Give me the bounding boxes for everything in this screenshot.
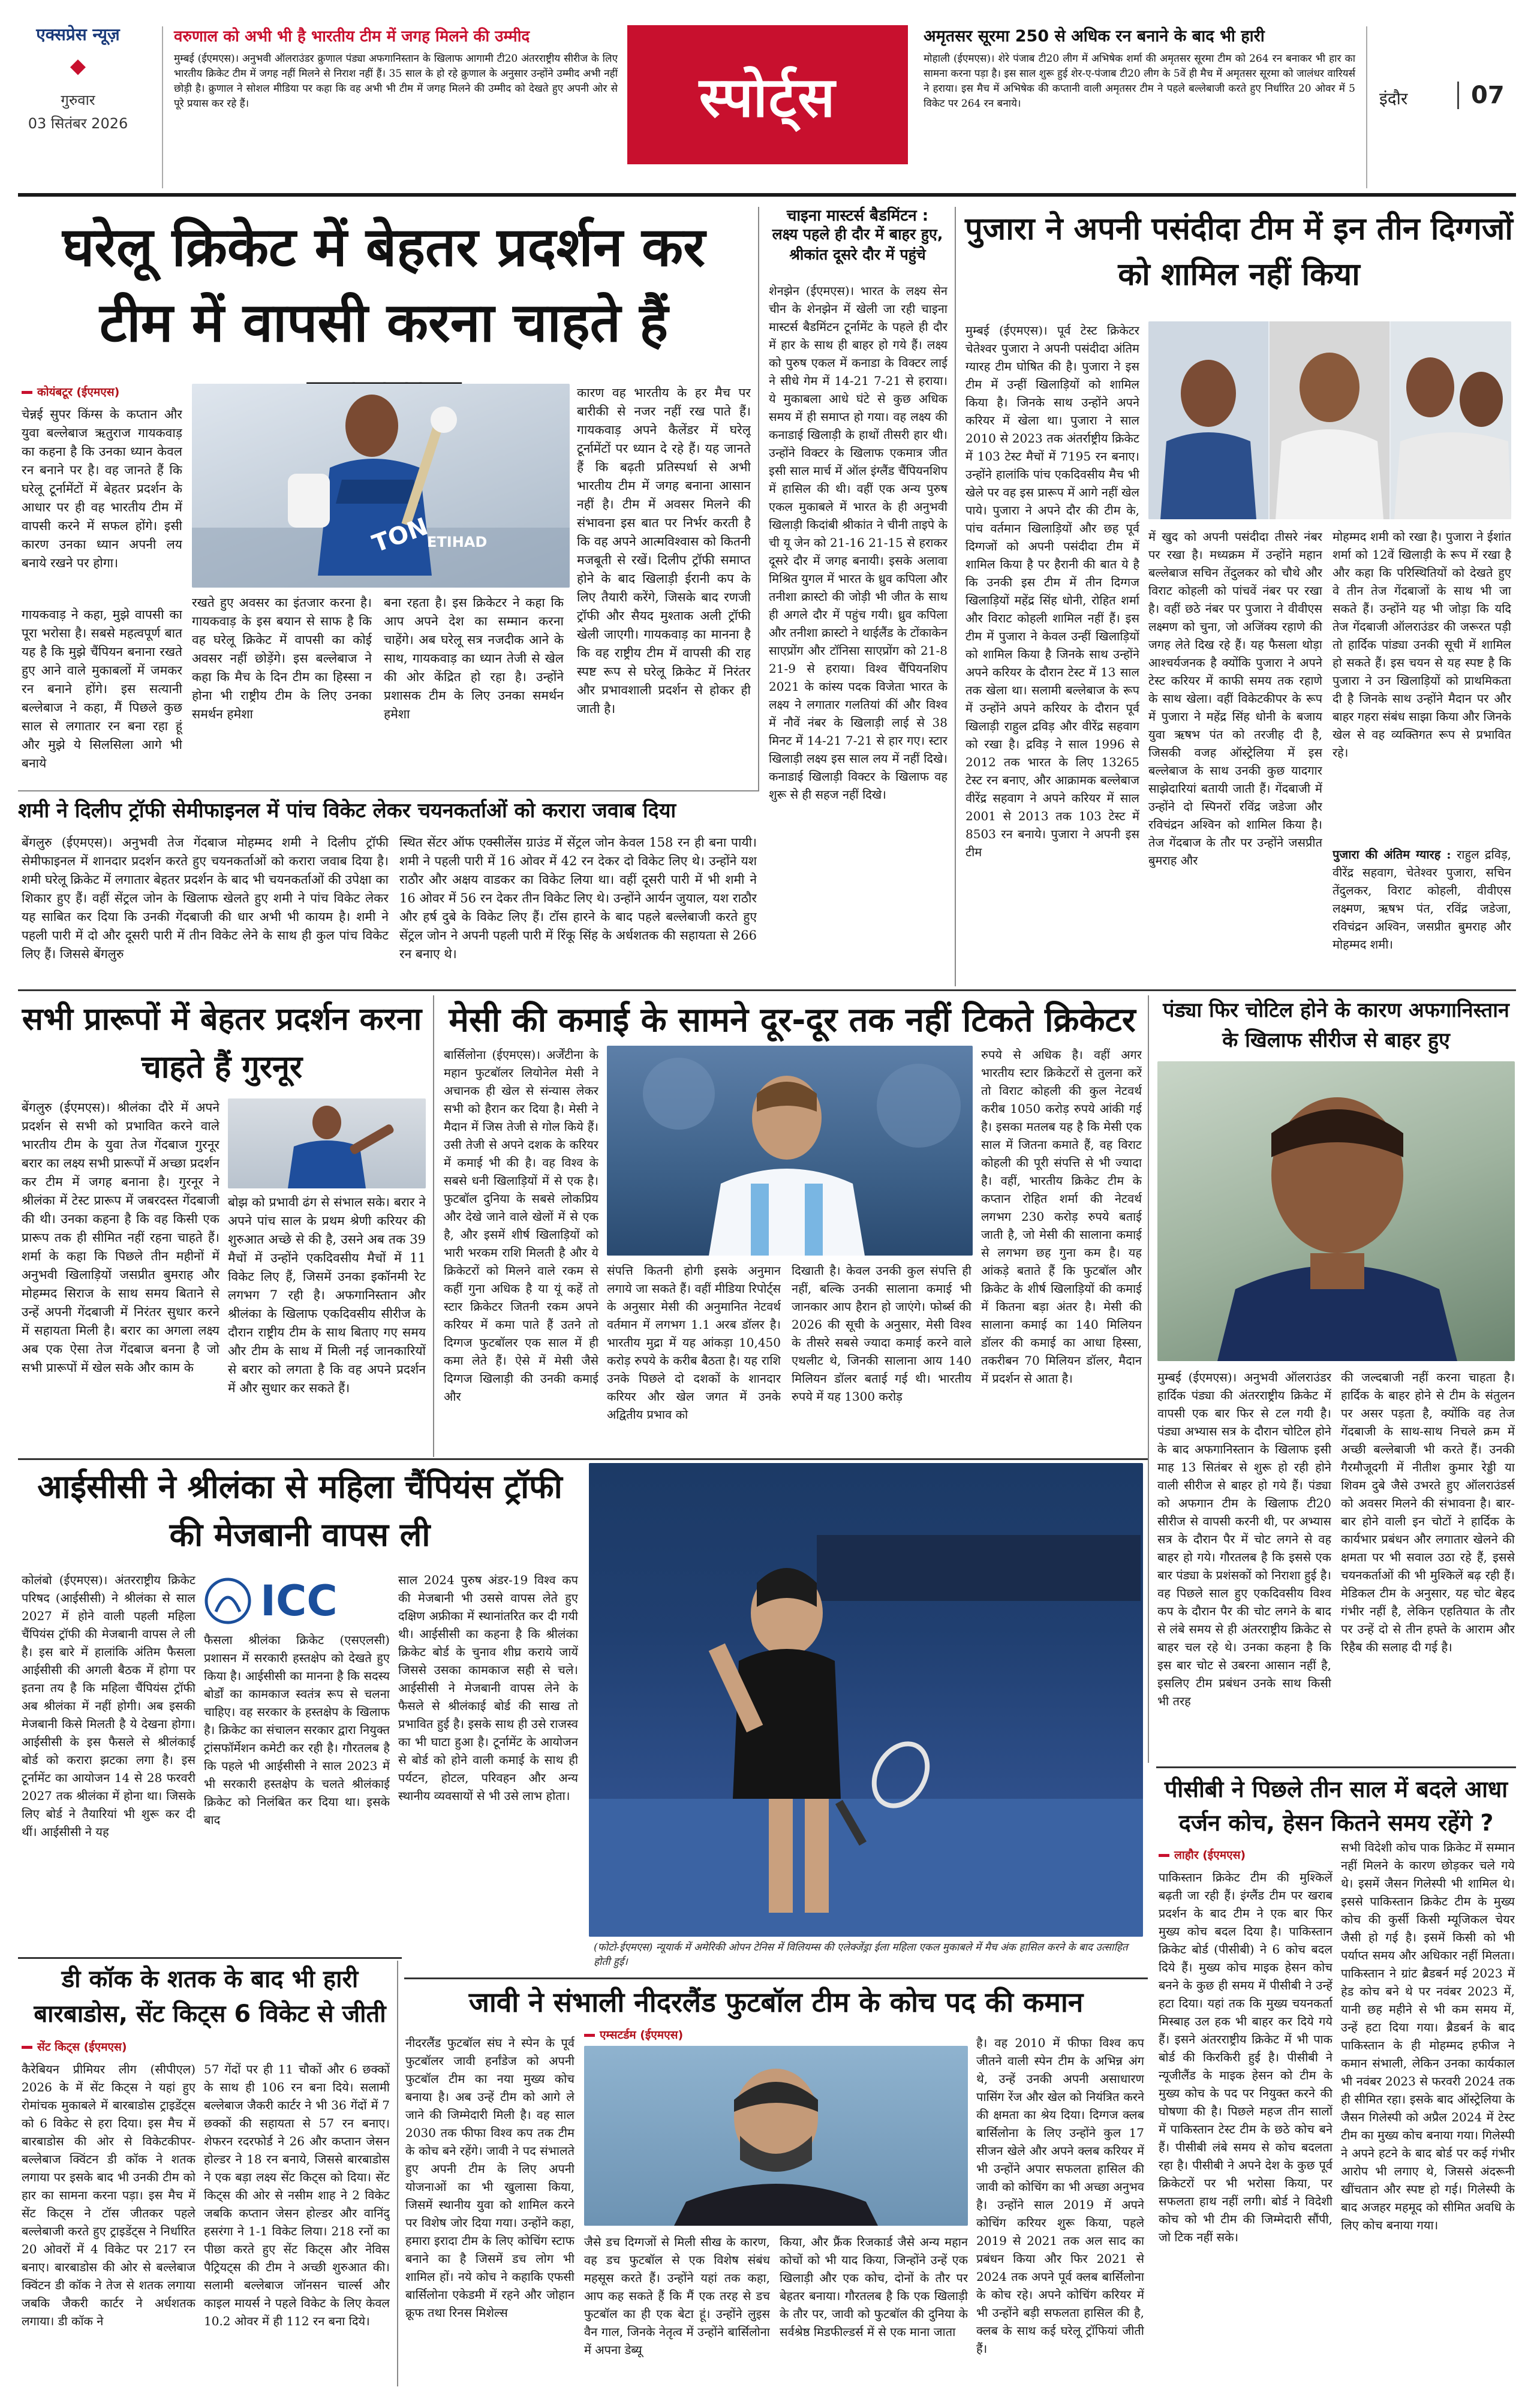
xavi-col4: है। वह 2010 में फीफा विश्व कप जीतने वाली स्पेन टीम के अभिन्न अंग थे, उन्हें उनकी अपनी असाधारण पासिंग रेंज और खेल को नियंत्रित करने की क्षमता का श्रेय दिया। दिग्गज क्लब बार्सिलोना के लिए उन्होंने कुल 17 सीजन खेले और अपने क्लब करियर में भी उन्होंने अपार सफलता हासिल की जावी को कोचिंग का भी अच्छा अनुभव है। उन्होंने साल 2019 में अपने कोचिंग करियर शुरू किया, पहले 2019 से 2021 तक अल साद का प्रबंधन किया और फिर 2021 से 2024 तक अपने पूर्व क्लब बार्सिलोना के कोच रहे। अपने कोचिंग करियर में भी उन्होंने बड़ी सफलता हासिल की है, क्लब के साथ कई घरेलू ट्रॉफियां जीती हैं। <box>976 2036 1144 2356</box>
xavi-col3: किया, और फ्रैंक रिजकार्ड जैसे अन्य महान कोचों को भी याद किया, जिन्होंने उन्हें एक खिलाड़ी और एक कोच, दोनों के तौर पर बेहतर बनाया। गौरतलब है कि एक खिलाड़ी के तौर पर, जावी को फुटबॉल की दुनिया के सर्वश्रेष्ठ मिडफील्डर्स में से एक माना जाता <box>780 2235 968 2339</box>
xavi-col2: जैसे डच दिग्गजों से मिली सीख के कारण, वह डच फुटबॉल से एक विशेष संबंध महसूस करते हैं। उन्होंने यहां तक कहा, आप कह सकते हैं कि मैं एक तरह से डच फुटबॉल का ही एक बेटा हूं। उन्होंने लुइस वैन गाल, जिनके नेतृत्व में उन्होंने बार्सिलोना में अपना डेब्यू <box>584 2235 770 2357</box>
ruturaj-sponsor-text: ETIHAD <box>427 534 488 550</box>
xavi-col1: नीदरलैंड फुटबॉल संघ ने स्पेन के पूर्व फुटबॉलर जावी हर्नांडेज को अपनी फुटबॉल टीम का नया मुख्य कोच बनाया है। अब उन्हें टीम को आगे ले जाने की जिम्मेदारी मिली है। वह साल 2030 तक फीफा विश्व कप तक टीम के कोच बने रहेंगे। जावी ने पद संभालते हुए अपनी टीम के लिए अपनी योजनाओं का भी खुलासा किया, जिसमें स्थानीय युवा को शामिल करने पर विशेष जोर दिया गया। उन्होंने कहा, हमारा इरादा टीम के लिए कोचिंग स्टाफ बनाने का है जिसमें डच लोग भी शामिल हों। नये कोच ने कहाकि एफसी बार्सिलोना एकेडमी में रहने और जोहान क्रूफ तथा रिनस मिशेल्स <box>405 2036 575 2320</box>
pcb-col2: सभी विदेशी कोच पाक क्रिकेट में सम्मान नहीं मिलने के कारण छोड़कर चले गये थे। इसमें जैसन गिलेस्पी भी शामिल थे। इससे पाकिस्तान क्रिकेट टीम के मुख्य कोच की कुर्सी किसी म्यूजिकल चेयर जैसी हो गई है। इसमें किसी को भी पर्याप्त समय और अधिकार नहीं मिलता। पाकिस्तान ने ग्रांट ब्रैडबर्न मई 2023 में हेड कोच बने थे पर नवंबर 2023 में, यानी छह महीने से भी कम समय में, उन्हें हटा दिया गया। ब्रैडबर्न के बाद पाकिस्तान के ही मोहम्मद हफीज ने कमान संभाली, लेकिन उनका कार्यकाल भी नवंबर 2023 से फरवरी 2024 तक ही सीमित रहा। इसके बाद ऑस्ट्रेलिया के जैसन गिलेस्पी को अप्रैल 2024 में टेस्ट टीम का मुख्य कोच बनाया गया। गिलेस्पी ने अपने हटने के बाद बोर्ड पर कई गंभीर आरोप भी लगाए थे, जिससे अंदरूनी खींचतान और स्पष्ट हो गई। गिलेस्पी के बाद अजहर महमूद को सीमित अवधि के लिए कोच बनाया गया। <box>1341 1840 1515 2232</box>
teaser-left-body: मुम्बई (ईएमएस)। अनुभवी ऑलराउंडर क्रुणाल पंड्या अफगानिस्तान के खिलाफ आगामी टी20 अंतरराष्ट्रीय सीरीज के लिए भारतीय क्रिकेट टीम में जगह नहीं मिलने से निराश नहीं हैं। 35 साल के हो रहे क्रुणाल के अनुसार उन्होंने उम्मीद अभी नहीं छोड़ी है। क्रुणाल ने सोशल मीडिया पर कहा कि वह अभी भी टीम में जगह मिलने की उम्मीद को देखते हुए अपनी ओर से पूरे प्रयास कर रहे हैं। <box>174 53 618 110</box>
pujara-final-list: राहुल द्रविड़, वीरेंद्र सहवाग, चेतेश्वर पुजारा, सचिन तेंदुलकर, विराट कोहली, वीवीएस लक्ष्मण, ऋषभ पंत, रविंद्र जडेजा, रविचंद्रन अश्विन, जसप्रीत बुमराह और मोहम्मद शमी। <box>1333 847 1511 952</box>
h-rule-mid1 <box>18 989 1516 991</box>
icc-col3: साल 2024 पुरुष अंडर-19 विश्व कप की मेजबानी भी उससे वापस लेते हुए दक्षिण अफ्रीका में स्थानांतरित कर दी गयी थी। आईसीसी का कहना है कि श्रीलंका क्रिकेट बोर्ड के चुनाव शीघ्र कराये जायें जिससे उसका कामकाज सही से चले। आईसीसी ने मेजबानी वापस लेने के फैसले से श्रीलंकाई बोर्ड की साख तो प्रभावित हुई है। इसके साथ ही उसे राजस्व का भी घाटा हुआ है। टूर्नामेंट के आयोजन से बोर्ड को होने वाली कमाई के साथ ही पर्यटन, होटल, परिवहन और अन्य स्थानीय व्यवसायों से भी उसे लाभ होता। <box>398 1573 578 1803</box>
messi-headline: मेसी की कमाई के सामने दूर-दूर तक नहीं टिकते क्रिकेटर <box>449 1001 1136 1040</box>
pujara-col1: मुम्बई (ईएमएस)। पूर्व टेस्ट क्रिकेटर चेतेश्वर पुजारा ने अपनी पसंदीदा अंतिम ग्यारह टीम घोषित की है। पुजारा ने इस टीम में उन्हीं खिलाड़ियों को शामिल किया है। जिनके साथ उन्होंने अपने करियर में खेला था। पुजारा ने साल 2010 से 2023 तक अंतर्राष्ट्रीय क्रिकेट में 103 टेस्ट मैचों में 7195 रन बनाए। उन्होंने हालांकि पांच एकदिवसीय मैच भी खेले पर वह इस प्रारूप में आगे नहीं खेल पाये। पुजारा ने अपने दौर की टीम के, पांच वर्तमान खिलाड़ियों और छह पूर्व दिग्गजों को अपनी पसंदीदा टीम में शामिल किया है पर हैरानी की बात ये है कि उनकी इस टीम में तीन दिग्गज खिलाड़ियों महेंद्र सिंह धोनी, रोहित शर्मा और विराट कोहली शामिल नहीं हैं। इस टीम में पुजारा ने केवल उन्हीं खिलाड़ियों को शामिल किया है जिनके साथ उन्होंने अपने करियर के दौरान टेस्ट में 13 साल तक खेला था। सलामी बल्लेबाज के रूप में उन्होंने अपने करियर के दौरान पूर्व खिलाड़ी राहुल द्रविड़ और वीरेंद्र सहवाग को रखा है। द्रविड़ ने साल 1996 से 2012 तक भारत के लिए 13265 टेस्ट रन बनाए, और आक्रामक बल्लेबाज वीरेंद्र सहवाग ने अपने करियर में साल 2001 से 2013 तक 103 टेस्ट में 8503 रन बनाये। पुजारा ने अपनी इस टीम <box>965 323 1139 859</box>
ruturaj-col4: कारण वह भारतीय के हर मैच पर बारीकी से नजर नहीं रख पाते हैं। गायकवाड़ अपने कैलेंडर में घरेलू टूर्नामेंटों पर ध्यान दे रहे हैं। यह जानते हैं कि बढ़ती प्रतिस्पर्धा से अभी भारतीय टीम में जगह बनाना आसान नहीं है। टीम में अवसर मिलने की संभावना इस बात पर निर्भर करती है कि वह अपने आत्मविश्वास को कितनी मजबूती से रखें। दिलीप ट्रॉफी समाप्त होने के बाद खिलाड़ी ईरानी कप के लिए तैयारी करेंगे, जिसके बाद रणजी ट्रॉफी और सैयद मुश्ताक अली ट्रॉफी खेली जाएगी। गायकवाड़ का मानना है कि वह राष्ट्रीय टीम में वापसी की राह स्पष्ट रूप से घरेलू क्रिकेट में निरंतर और प्रभावशाली प्रदर्शन से होकर ही जाती है। <box>577 386 751 716</box>
pujara-final-label: पुजारा की अंतिम ग्यारह : <box>1333 847 1451 862</box>
icc-headline: आईसीसी ने श्रीलंका से महिला चैंपियंस ट्रॉफी की मेजबानी वापस ली <box>37 1468 563 1554</box>
footballer-figure-icon <box>607 1046 973 1256</box>
section-title: स्पोर्ट्स <box>699 65 837 130</box>
pujara-headline: पुजारा ने अपनी पसंदीदा टीम में इन तीन दिग्गजों को शामिल नहीं किया <box>965 211 1513 293</box>
icc-logo <box>204 1574 390 1628</box>
pcb-headline: पीसीबी ने पिछले तीन साल में बदले आधा दर्जन कोच, हेसन कितने समय रहेंगे ? <box>1164 1776 1508 1836</box>
three-players-icon <box>1148 321 1511 519</box>
ruturaj-jersey-text: TON <box>368 513 432 558</box>
hardik-photo <box>1157 1061 1515 1361</box>
pcb-col1: पाकिस्तान क्रिकेट टीम की मुश्किलें बढ़ती जा रही हैं। इंग्लैंड टीम पर खराब प्रदर्शन के बाद टीम ने एक बार फिर मुख्य कोच बदल दिया है। पाकिस्तान क्रिकेट बोर्ड (पीसीबी) ने 6 कोच बदल दिये हैं। मुख्य कोच माइक हेसन कोच बनने के कुछ ही समय में पीसीबी ने उन्हें हटा दिया। यहां तक कि मुख्य चयनकर्ता मिस्बाह उल हक भी बाहर कर दिये गये हैं। इसने अंतरराष्ट्रीय क्रिकेट में भी पाक बोर्ड की किरकिरी हुई है। पीसीबी ने न्यूजीलैंड के माइक हेसन को टीम के मुख्य कोच के पद पर नियुक्त करने की घोषणा की है। पिछले महज तीन सालों में पाकिस्तान टेस्ट टीम के छठे कोच बने हैं। पीसीबी लंबे समय से कोच बदलता रहा है। पीसीबी ने अपने देश के कुछ पूर्व क्रिकेटरों पर भी भरोसा किया, पर सफलता हाथ नहीं लगी। बोर्ड ने विदेशी कोच को भी टीम की जिम्मेदारी सौंपी, जो टिक नहीं सके। <box>1159 1870 1333 2244</box>
masthead <box>0 0 1534 198</box>
masthead-divider <box>18 193 1516 197</box>
decock-byline: सेंट किट्स (ईएमएस) <box>22 2039 127 2054</box>
v-rule-3 <box>433 995 434 1457</box>
ruturaj-col1-rest: गायकवाड़ ने कहा, मुझे वापसी का पूरा भरोसा है। सबसे महत्वपूर्ण बात यह है कि मुझे चैंपियन बनाना रखते हुए आने वाले मुकाबलों में जमकर रन बनाने होंगे। इस सत्यानी बल्लेबाज ने कहा, मैं पिछले कुछ साल से लगातार रन बना रहा हूं और मुझे ये सिलसिला आगे भी बनाये <box>22 607 182 770</box>
teaser-left-title: वरुणाल को अभी भी है भारतीय टीम में जगह मिलने की उम्मीद <box>174 28 530 46</box>
brand-box <box>24 23 132 173</box>
page-number: 07 <box>1457 82 1505 109</box>
shami-headline: शमी ने दिलीप ट्रॉफी सेमीफाइनल में पांच विकेट लेकर चयनकर्ताओं को करारा जवाब दिया <box>18 799 676 823</box>
teaser-left <box>162 26 618 188</box>
gurnoor-photo <box>228 1098 426 1188</box>
h-rule-decock <box>18 1957 402 1959</box>
pujara-col2: में खुद को अपनी पसंदीदा तीसरे नंबर पर रखा है। मध्यक्रम में उन्होंने महान बल्लेबाज सचिन तेंदुलकर को चौथे और विराट कोहली को पांचवें नंबर पर रखा है। वहीं छठे नंबर पर पुजारा ने वीवीएस लक्ष्मण को चुना, जो अजिंक्य रहाणे की जगह लेते दिख रहे हैं। यह फैसला थोड़ा आश्चर्यजनक है क्योंकि पुजारा ने अपने टेस्ट करियर में काफी समय तक रहाणे के साथ खेला। वहीं विकेटकीपर के रूप में पुजारा ने महेंद्र सिंह धोनी के बजाय युवा ऋषभ पंत को तरजीह दी है, जिसकी वजह ऑस्ट्रेलिया में इस बल्लेबाज के साथ उनकी कुछ यादगार साझेदारियां बतायी जाती हैं। गेंदबाजी में उन्होंने दो स्पिनरों रविंद्र जडेजा और रविचंद्रन अश्विन को शामिल किया है। तेज गेंदबाज के तौर पर उन्होंने जसप्रीत बुमराह और <box>1148 529 1322 868</box>
china-body: शेनझेन (ईएमएस)। भारत के लक्ष्य सेन चीन के शेनझेन में खेली जा रही चाइना मास्टर्स बैडमिंटन टूर्नामेंट के पहले ही दौर में हार के साथ ही बाहर हो गये हैं। लक्ष्य को पुरुष एकल में कनाडा के विक्टर लाई ने सीधे गेम में 14-21 7-21 से हराया। ये मुकाबला आधे घंटे से कुछ अधिक समय में ही समाप्त हो गया। वह लक्ष्य की कनाडाई खिलाड़ी के हाथों तीसरी हार थी। उन्होंने विक्टर के खिलाफ एकमात्र जीत इसी साल मार्च में ऑल इंग्लैंड चैंपियनशिप में हासिल की थी। वहीं एक अन्य पुरुष एकल मुकाबले में भारत के ही अनुभवी खिलाड़ी किदांबी श्रीकांत ने चीनी ताइपे के ची यू जेन को 21-16 21-15 से हराकर दूसरे दौर में जगह बनायी। इसके अलावा मिश्रित युगल में भारत के ध्रुव कपिला और तनीशा क्रास्टो की जोड़ी भी जीत के साथ ही अगले दौर में पहुंच गयी। ध्रुव कपिला और तनीशा क्रास्टो ने थाईलैंड के टोंकाकेन साएप्रोंग और टॉनिसा साएप्रोंग को 21-8 21-9 से हराया। विश्व चैंपियनशिप 2021 के कांस्य पदक विजेता भारत के लक्ष्य ने लगातार गलतियां कीं और विश्व में नौवें नंबर के खिलाड़ी लाई से 38 मिनट में 14-21 7-21 से हार गए। स्टार खिलाड़ी लक्ष्य इस साल लय में नहीं दिखे। कनाडाई खिलाड़ी विक्टर के खिलाफ वह शुरू से ही सहज नहीं दिखे। <box>769 284 948 802</box>
xavi-byline: एम्सटर्डम (ईएमएस) <box>584 2027 683 2042</box>
decock-headline: डी कॉक के शतक के बाद भी हारी बारबाडोस, सेंट किट्स 6 विकेट से जीती <box>34 1965 386 2028</box>
tennis-player-icon <box>589 1463 1143 1937</box>
messi-col4: रुपये से अधिक है। वहीं अगर भारतीय स्टार क्रिकेटरों से तुलना करें तो विराट कोहली की कुल नेटवर्थ करीब 1050 करोड़ रुपये आंकी गई है। इसका मतलब यह है कि मेसी एक साल में जितना कमाते हैं, वह विराट कोहली की पूरी संपत्ति से भी ज्यादा है। वहीं, भारतीय क्रिकेट टीम के कप्तान रोहित शर्मा की नेटवर्थ लगभग 230 करोड़ रुपये बताई जाती है, जो मेसी की सालाना कमाई से लगभग छह गुना कम है। यह आंकड़े बताते हैं कि फुटबॉल और क्रिकेट के शीर्ष खिलाड़ियों की कमाई में कितना बड़ा अंतर है। मेसी की सालाना कमाई का 140 मिलियन डॉलर की कमाई का आधा हिस्सा, तकरीबन 70 मिलियन डॉलर, मैदान में प्रदर्शन से आता है। <box>981 1048 1142 1386</box>
shami-col1: बेंगलुरु (ईएमएस)। अनुभवी तेज गेंदबाज मोहम्मद शमी ने दिलीप ट्रॉफी सेमीफाइनल में शानदार प्रदर्शन करते हुए चयनकर्ताओं को करारा जवाब दिया है। शमी घरेलू क्रिकेट में लगातार बेहतर प्रदर्शन के बाद भी चयनकर्ताओं की उपेक्षा का शिकार हुए हैं। वहीं सेंट्रल जोन के खिलाफ खेलते हुए शमी ने पांच विकेट लेकर यह साबित कर दिया कि उनकी गेंदबाजी की धार अभी भी कायम है। शमी ने पहली पारी में दो और दूसरी पारी में तीन विकेट लेने के साथ ही कुल पांच विकेट लिए हैं। जिससे बेंगलुरु <box>22 835 389 961</box>
pujara-col3: मोहम्मद शमी को रखा है। पुजारा ने ईशांत शर्मा को 12वें खिलाड़ी के रूप में रखा है और कहा कि परिस्थितियों को देखते हुए वे तीन तेज गेंदबाजों के साथ भी जा सकते हैं। उन्होंने यह भी जोड़ा कि यदि तेज गेंदबाजी ऑलराउंडर की जरूरत पड़ी तो हार्दिक पांड्या उनकी सूची में शामिल हो सकते हैं। इस चयन से यह स्पष्ट है कि पुजारा ने उन खिलाड़ियों को प्राथमिकता दी है जिनके साथ उन्होंने मैदान पर और बाहर गहरा संबंध साझा किया और जिनके खेल से वह व्यक्तिगत रूप से प्रभावित रहे। <box>1333 529 1511 760</box>
masthead-city: इंदौर <box>1379 89 1408 109</box>
ruturaj-lead: चेन्नई सुपर किंग्स के कप्तान और युवा बल्लेबाज ऋतुराज गायकवाड़ का कहना है कि उनका ध्यान केवल रन बनाने पर है। वह जानते हैं कि घरेलू टूर्नामेंटों में बेहतर प्रदर्शन के आधार पर ही वह भारतीय टीम में वापसी करने में सफल होंगे। इसी कारण उनका ध्यान अपनी लय बनाये रखने पर होगा। <box>22 407 182 570</box>
v-rule-4 <box>1148 995 1149 1763</box>
teaser-right-title: अमृतसर सूरमा 250 से अधिक रन बनाने के बाद भी हारी <box>924 27 1265 46</box>
teaser-right <box>924 26 1367 188</box>
section-box <box>627 25 908 164</box>
decock-col1: कैरेबियन प्रीमियर लीग (सीपीएल) 2026 के में सेंट किट्स ने यहां हुए रोमांचक मुकाबले में बारबाडोस ट्राइडेंट्स को 6 विकेट से हरा दिया। इस मैच में बारबाडोस की ओर से विकेटकीपर-बल्लेबाज क्विंटन डी कॉक ने शतक लगाया पर इसके बाद भी उनकी टीम को हार का सामना करना पड़ा। इस मैच में सेंट किट्स ने टॉस जीतकर पहले बल्लेबाजी करते हुए ट्राइडेंट्स ने निर्धारित 20 ओवरों में 4 विकेट पर 217 रन बनाए। बारबाडोस की ओर से बल्लेबाज क्विंटन डी कॉक ने तेज से शतक लगाया जबकि जैकरी कार्टर ने अर्धशतक लगाया। डी कॉक ने <box>22 2062 195 2328</box>
icc-col2: फैसला श्रीलंका क्रिकेट (एसएलसी) प्रशासन में सरकारी हस्तक्षेप को देखते हुए किया है। आईसीसी का मानना है कि सदस्य बोर्डों का कामकाज स्वतंत्र रूप से चलना चाहिए। वह सरकार के हस्तक्षेप के खिलाफ है। क्रिकेट का संचालन सरकार द्वारा नियुक्त ट्रांसफॉर्मेशन कमेटी कर रही है। गौरतलब है कि पहले भी आईसीसी ने साल 2023 में भी सरकारी हस्तक्षेप के चलते श्रीलंकाई क्रिकेट को निलंबित कर दिया था। इसके बाद <box>204 1633 390 1827</box>
china-kicker: चाइना मास्टर्स बैडमिंटन : <box>786 207 929 225</box>
player-portrait-icon <box>1157 1061 1515 1361</box>
ruturaj-byline: कोयंबटूर (ईएमएस) <box>22 384 119 399</box>
masthead-day: गुरुवार <box>61 92 95 109</box>
gurnoor-col1: बेंगलुरु (ईएमएस)। श्रीलंका दौरे में अपने प्रदर्शन से सभी को प्रभावित करने वाले भारतीय टीम के युवा तेज गेंदबाज गुरनूर बरार का लक्ष्य सभी प्रारूपों में अच्छा प्रदर्शन कर टीम में जगह बनाना है। गुरनूर ने श्रीलंका में टेस्ट प्रारूप में जबरदस्त गेंदबाजी की थी। उनका कहना है कि वह किसी एक प्रारूप तक ही सीमित नहीं रहना चाहते हैं। शर्मा के कहा कि पिछले तीन महीनों में अनुभवी खिलाड़ियों जसप्रीत बुमराह और मोहम्मद सिराज के साथ समय बिताने से उन्हें अपनी गेंदबाजी में निरंतर सुधार करने में सहायता मिली है। बरार का अगला लक्ष्य अब एक ऐसा तेज गेंदबाज बनना है जो सभी प्रारूपों में खेल सके और काम के <box>22 1100 219 1375</box>
coach-portrait-icon <box>584 2046 968 2226</box>
pujara-photo-strip <box>1148 321 1511 519</box>
china-headline: लक्ष्य पहले ही दौर में बाहर हुए, श्रीकांत दूसरे दौर में पहुंचे <box>772 225 943 263</box>
bowler-figure-icon <box>228 1098 426 1188</box>
ruturaj-photo <box>192 384 570 588</box>
h-rule-shami <box>18 790 759 791</box>
ruturaj-col3: बना रहता है। इस क्रिकेटर ने कहा कि आप अपने देश का सम्मान करना चाहेंगे। अब घरेलू सत्र नजदीक आने के साथ, गायकवाड़ का ध्यान तेजी से खेल की ओर केंद्रित हो रहा है। उन्होंने प्रशासक टीम के लिए उनका समर्थन हमेशा <box>384 595 564 721</box>
xavi-photo <box>584 2046 968 2226</box>
tennis-photo <box>589 1463 1143 1937</box>
h-rule-pcb <box>1156 1766 1516 1768</box>
masthead-date: 03 सितंबर 2026 <box>28 115 128 132</box>
messi-col1: बार्सिलोना (ईएमएस)। अर्जेंटीना के महान फुटबॉलर लियोनेल मेसी ने अचानक ही खेल से संन्यास लेकर सभी को हैरान कर दिया है। मेसी ने मैदान में जिस तेजी से गोल किये हैं। उसी तेजी से अपने दशक के करियर में कमाई भी की है। वह विश्व के सबसे धनी खिलाड़ियों में से एक है। फुटबॉल दुनिया के सबसे लोकप्रिय और देखे जाने वाले खेलों में से एक है, और इसमें शीर्ष खिलाड़ियों को भारी भरकम राशि मिलती है और ये क्रिकेटरों को मिलने वाले रकम से कहीं गुना अधिक है या यूं कहें तो स्टार क्रिकेटर जितनी रकम अपने करियर में कमा पाते हैं उतने तो दिग्गज फुटबॉलर एक साल में ही कमा लेते हैं। ऐसे में मेसी जैसे दिग्गज खिलाड़ी की उनकी कमाई और <box>444 1048 598 1404</box>
hardik-col1: मुम्बई (ईएमएस)। अनुभवी ऑलराउंडर हार्दिक पंड्या की अंतरराष्ट्रीय क्रिकेट में वापसी एक बार फिर से टल गयी है। पंड्या अभ्यास सत्र के दौरान चोटिल होने के बाद अफगानिस्तान के खिलाफ इसी माह 13 सितंबर से शुरू हो रही होने वाली सीरीज से बाहर हो गये हैं। पंड्या को अफगान टीम के खिलाफ टी20 सीरीज से वापसी करनी थी, पर अभ्यास सत्र के दौरान पैर में चोट लगने से वह बाहर हो गये। गौरतलब है कि इससे एक बार पंड्या के प्रशंसकों को निराशा हुई है। वह पिछले साल हुए एकदिवसीय विश्व कप के दौरान पैर की चोट लगने के बाद से लंबे समय से ही अंतरराष्ट्रीय क्रिकेट से बाहर चल रहे थे। उनका कहना है कि इस बार चोट से उबरना आसान नहीं है, इसलिए टीम प्रबंधन उनके साथ किसी भी तरह <box>1157 1370 1331 1708</box>
brand-mark-icon: ◆ <box>70 54 86 78</box>
v-rule-1 <box>758 207 759 791</box>
messi-photo <box>607 1046 973 1256</box>
pujara-final <box>1333 845 1511 963</box>
icc-logo-icon <box>204 1577 252 1625</box>
brand-name: एक्सप्रेस न्यूज़ <box>36 25 120 44</box>
tennis-photo-caption: (फोटो-ईएमएस) न्यूयार्क में अमेरिकी ओपन टेनिस में विलियम्स की एलेक्जेंड्रा ईला महिला एकल मुकाबले में मैच अंक हासिल करने के बाद उत्साहित होती हुई। <box>594 1942 1128 1968</box>
h-rule-xavi <box>404 1977 1148 1979</box>
teaser-right-body: मोहाली (ईएमएस)। शेरे पंजाब टी20 लीग में अभिषेक शर्मा की अमृतसर सूरमा टीम को 264 रन बनाकर भी हार का सामना करना पड़ा है। इस साल शुरू हुई शेर-ए-पंजाब टी20 लीग के 5वें ही मैच में अमृतसर सूरमा को जालंधर वारियर्स ने हराया। इस मैच में अभिषेक की कप्तानी वाली अमृतसर टीम ने पहले बल्लेबाजी करते हुए निर्धारित 20 ओवर में 5 विकेट पर 264 रन बनाये। <box>924 53 1355 110</box>
decock-col2: 57 गेंदों पर ही 11 चौकों और 6 छक्कों के साथ ही 106 रन बना दिये। सलामी बल्लेबाज जैकरी कार्टर ने भी 36 गेंदों में 7 छक्कों की सहायता से 57 रन बनाए। शेफरन रदरफोर्ड ने 26 और कप्तान जेसन होल्डर ने 18 रन बनाये, जिससे बारबाडोस ने एक बड़ा लक्ष्य सेंट किट्स को दिया। सेंट किट्स की ओर से नसीम शाह ने 2 विकेट जबकि कप्तान जेसन होल्डर और वानिंदु हसरंगा ने 1-1 विकेट लिया। 218 रनों का पीछा करते हुए सेंट किट्स और नेविस पैट्रियट्स की टीम ने अच्छी शुरुआत की। सलामी बल्लेबाज जॉनसन चार्ल्स और काइल मायर्स ने पहले विकेट के लिए केवल 10.2 ओवर में ही 112 रन बना दिये। <box>204 2062 390 2328</box>
hardik-headline: पंड्या फिर चोटिल होने के कारण अफगानिस्तान के खिलाफ सीरीज से बाहर हुए <box>1163 998 1509 1052</box>
icc-col1: कोलंबो (ईएमएस)। अंतरराष्ट्रीय क्रिकेट परिषद (आईसीसी) ने श्रीलंका से साल 2027 में होने वाली पहली महिला चैंपियंस ट्रॉफी की मेजबानी वापस ले ली है। इस बारे में हालांकि अंतिम फैसला आईसीसी की अगली बैठक में होगा पर इतना तय है कि महिला चैंपियंस ट्रॉफी अब श्रीलंका में नहीं होगी। अब इसकी मेजबानी किसे मिलती है ये देखना होगा। आईसीसी के इस फैसले से श्रीलंकाई बोर्ड को करारा झटका लगा है। इस टूर्नामेंट का आयोजन 14 से 28 फरवरी 2027 तक श्रीलंका में होना था। जिसके लिए बोर्ड ने तैयारियां भी शुरू कर दी थीं। आईसीसी ने यह <box>22 1573 195 1839</box>
messi-col3: दिखाती है। केवल उनकी कुल संपत्ति ही नहीं, बल्कि उनकी सालाना कमाई भी जानकार आप हैरान हो जाएंगे। फोर्ब्स की 2026 की सूची के अनुसार, मेसी विश्व के तीसरे सबसे ज्यादा कमाई करने वाले एथलीट थे, जिनकी सालाना आय 140 मिलियन डॉलर बताई गई थी। भारतीय रुपये में यह 1300 करोड़ <box>792 1263 971 1404</box>
gurnoor-col2: बोझ को प्रभावी ढंग से संभाल सके। बरार ने अपने पांच साल के प्रथम श्रेणी करियर की शुरुआत अच्छे से की है, उसने अब तक 39 मैचों में उन्होंने एकदिवसीय मैचों में 11 विकेट लिए हैं, जिसमें उनका इकॉनमी रेट लगभग 7 रही है। अफगानिस्तान और श्रीलंका के खिलाफ एकदिवसीय सीरीज के दौरान राष्ट्रीय टीम के साथ बिताए गए समय और टीम के साथ में मिली नई जानकारियों से बरार को लगता है कि वह अपने प्रदर्शन में और सुधार कर सकते हैं। <box>228 1195 426 1395</box>
shami-col2: स्थित सेंटर ऑफ एक्सीलेंस ग्राउंड में सेंट्रल जोन केवल 158 रन ही बना पायी। शमी ने पहली पारी में 16 ओवर में 42 रन देकर दो विकेट लिए थे। उन्होंने यश राठौर और अक्षय वाडकर का विकेट लिया था। वहीं दूसरी पारी में भी शमी ने 16 ओवर में 56 रन देकर तीन विकेट लिए थे। उन्होंने आर्यन जुयाल, यश राठौर और हर्ष दुबे के विकेट लिए हैं। टॉस हारने के बाद पहले बल्लेबाजी करते हुए सेंट्रल जोन ने अपनी पहली पारी में रिंकू सिंह के अर्धशतक की सहायता से 266 रन बनाए थे। <box>399 835 757 961</box>
messi-col2: संपत्ति कितनी होगी इसके अनुमान लगाये जा सकते हैं। वहीं मीडिया रिपोर्ट्स के अनुसार मेसी की अनुमानित नेटवर्थ वर्तमान में लगभग 1.1 अरब डॉलर है। भारतीय मुद्रा में यह आंकड़ा 10,450 करोड़ रुपये के करीब बैठता है। यह राशि उनके पिछले दो दशकों के शानदार करियर और खेल जगत में उनके अद्वितीय प्रभाव को <box>607 1263 781 1422</box>
xavi-headline: जावी ने संभाली नीदरलैंड फुटबॉल टीम के कोच पद की कमान <box>468 1986 1084 2018</box>
h-rule-mid2 <box>18 1458 1148 1460</box>
icc-logo-text: ICC <box>260 1576 338 1626</box>
ruturaj-headline: घरेलू क्रिकेट में बेहतर प्रदर्शन कर टीम में वापसी करना चाहते हैं <box>62 216 705 354</box>
hardik-col2: की जल्दबाजी नहीं करना चाहता है। हार्दिक के बाहर होने से टीम के संतुलन पर असर पड़ता है, क्योंकि वह तेज गेंदबाजी के साथ-साथ निचले क्रम में अच्छी बल्लेबाजी भी करते हैं। उनकी गैरमौजूदगी में नीतीश कुमार रेड्डी या शिवम दुबे जैसे उभरते हुए ऑलराउंडर्स को अवसर मिलने की संभावना है। बार-बार होने वाली इन चोटों ने हार्दिक के कार्यभार प्रबंधन और लगातार खेलने की क्षमता पर भी सवाल उठा रहे हैं, इससे चयनकर्ताओं की भी मुश्किलें बढ़ रही हैं। मेडिकल टीम के अनुसार, यह चोट बेहद गंभीर नहीं है, लेकिन एहतियात के तौर पर उन्हें दो से तीन हफ्ते के आराम और रिहैब की सलाह दी गई है। <box>1341 1370 1515 1654</box>
pcb-byline: लाहौर (ईएमएस) <box>1159 1847 1246 1862</box>
v-rule-2 <box>955 207 956 986</box>
ruturaj-col2: रखते हुए अवसर का इंतजार करना है। गायकवाड़ के इस बयान से साफ है कि वह घरेलू क्रिकेट में वापसी का कोई अवसर नहीं छोड़ेंगे। इस बल्लेबाज ने कहा कि मैच के दिन टीम का हिस्सा न होना भी राष्ट्रीय टीम के लिए उनका समर्थन हमेशा <box>192 595 372 721</box>
v-rule-5 <box>397 1961 398 2386</box>
gurnoor-headline: सभी प्रारूपों में बेहतर प्रदर्शन करना चाहते हैं गुरनूर <box>22 1001 422 1085</box>
